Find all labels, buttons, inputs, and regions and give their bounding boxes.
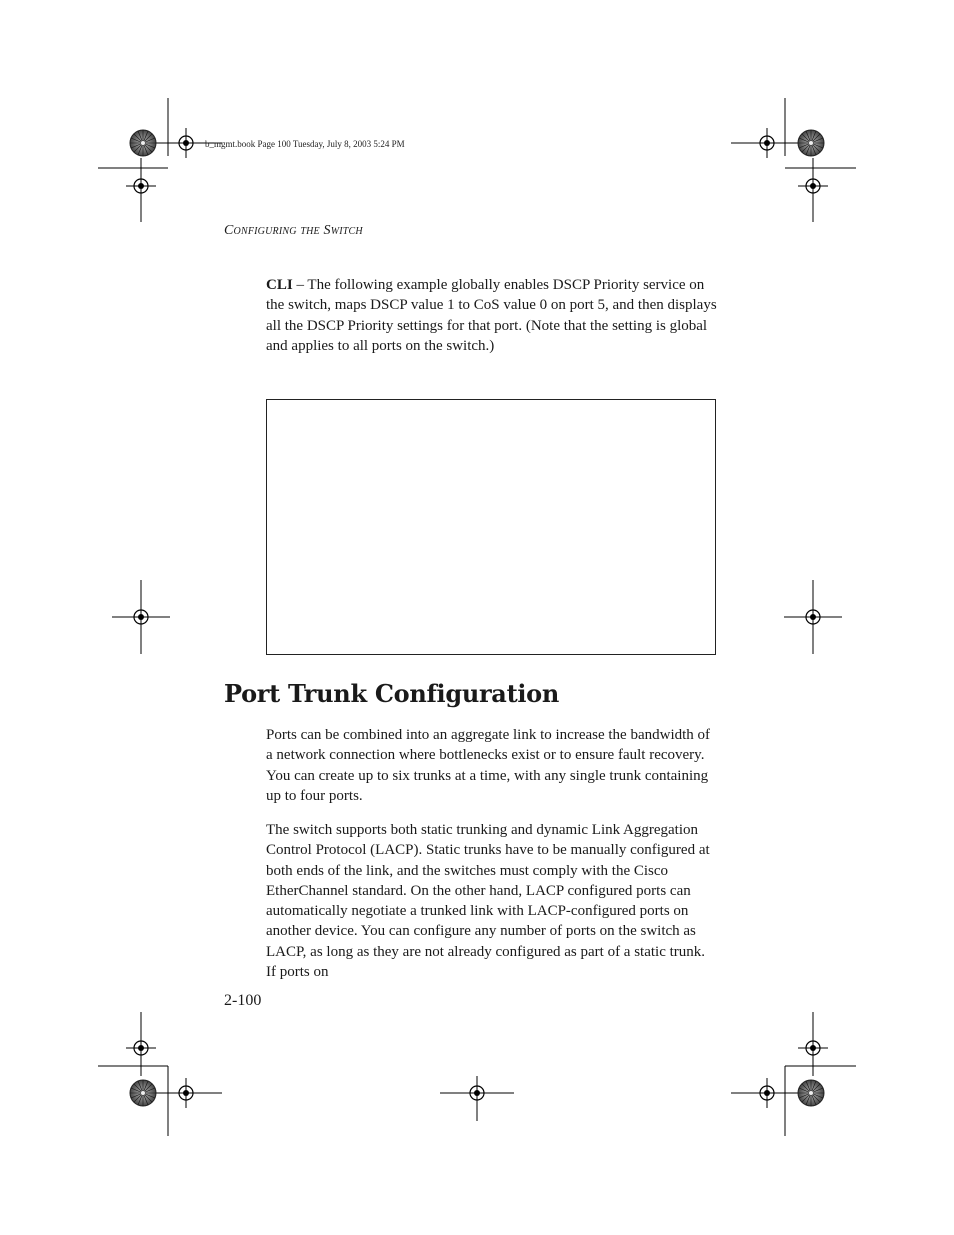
cli-text: – The following example globally enables DSCP Priority service on the switch, maps DSCP value 1 to CoS value 0 on port 5, and then displays all the DSCP Priority settings for that port. (Note that the setting is global and applies to all ports on the switch.) xyxy=(266,277,717,354)
color-wheel-icon xyxy=(130,130,156,156)
section-paragraph-1: Ports can be combined into an aggregate link to increase the bandwidth of a network connection where bottlenecks exist or to ensure fault recovery. You can create up to six trunks at a time, with any single trunk containing up to four ports. xyxy=(266,727,711,804)
running-head: Configuring the Switch xyxy=(224,223,363,238)
color-wheel-icon xyxy=(798,130,824,156)
page-number: 2-100 xyxy=(224,992,262,1009)
section-title: Port Trunk Configuration xyxy=(224,679,560,708)
cli-example-box xyxy=(266,399,716,655)
color-wheel-icon xyxy=(798,1080,824,1106)
book-info-header: b_mgmt.book Page 100 Tuesday, July 8, 2003 5:24 PM xyxy=(205,139,405,149)
cli-label: CLI xyxy=(266,277,293,293)
color-wheel-icon xyxy=(130,1080,156,1106)
section-paragraph-2: The switch supports both static trunking and dynamic Link Aggregation Control Protocol (LACP). Static trunks have to be manually configured at both ends of the link, and the switches must comply with the Cisco EtherChannel standard. On the other hand, LACP configured ports can automatically negotiate a trunked link with LACP-configured ports on another device. You can configure any number of ports on the switch as LACP, as long as they are not already configured as part of a static trunk. If ports on xyxy=(266,822,710,981)
cli-paragraph xyxy=(266,275,718,356)
